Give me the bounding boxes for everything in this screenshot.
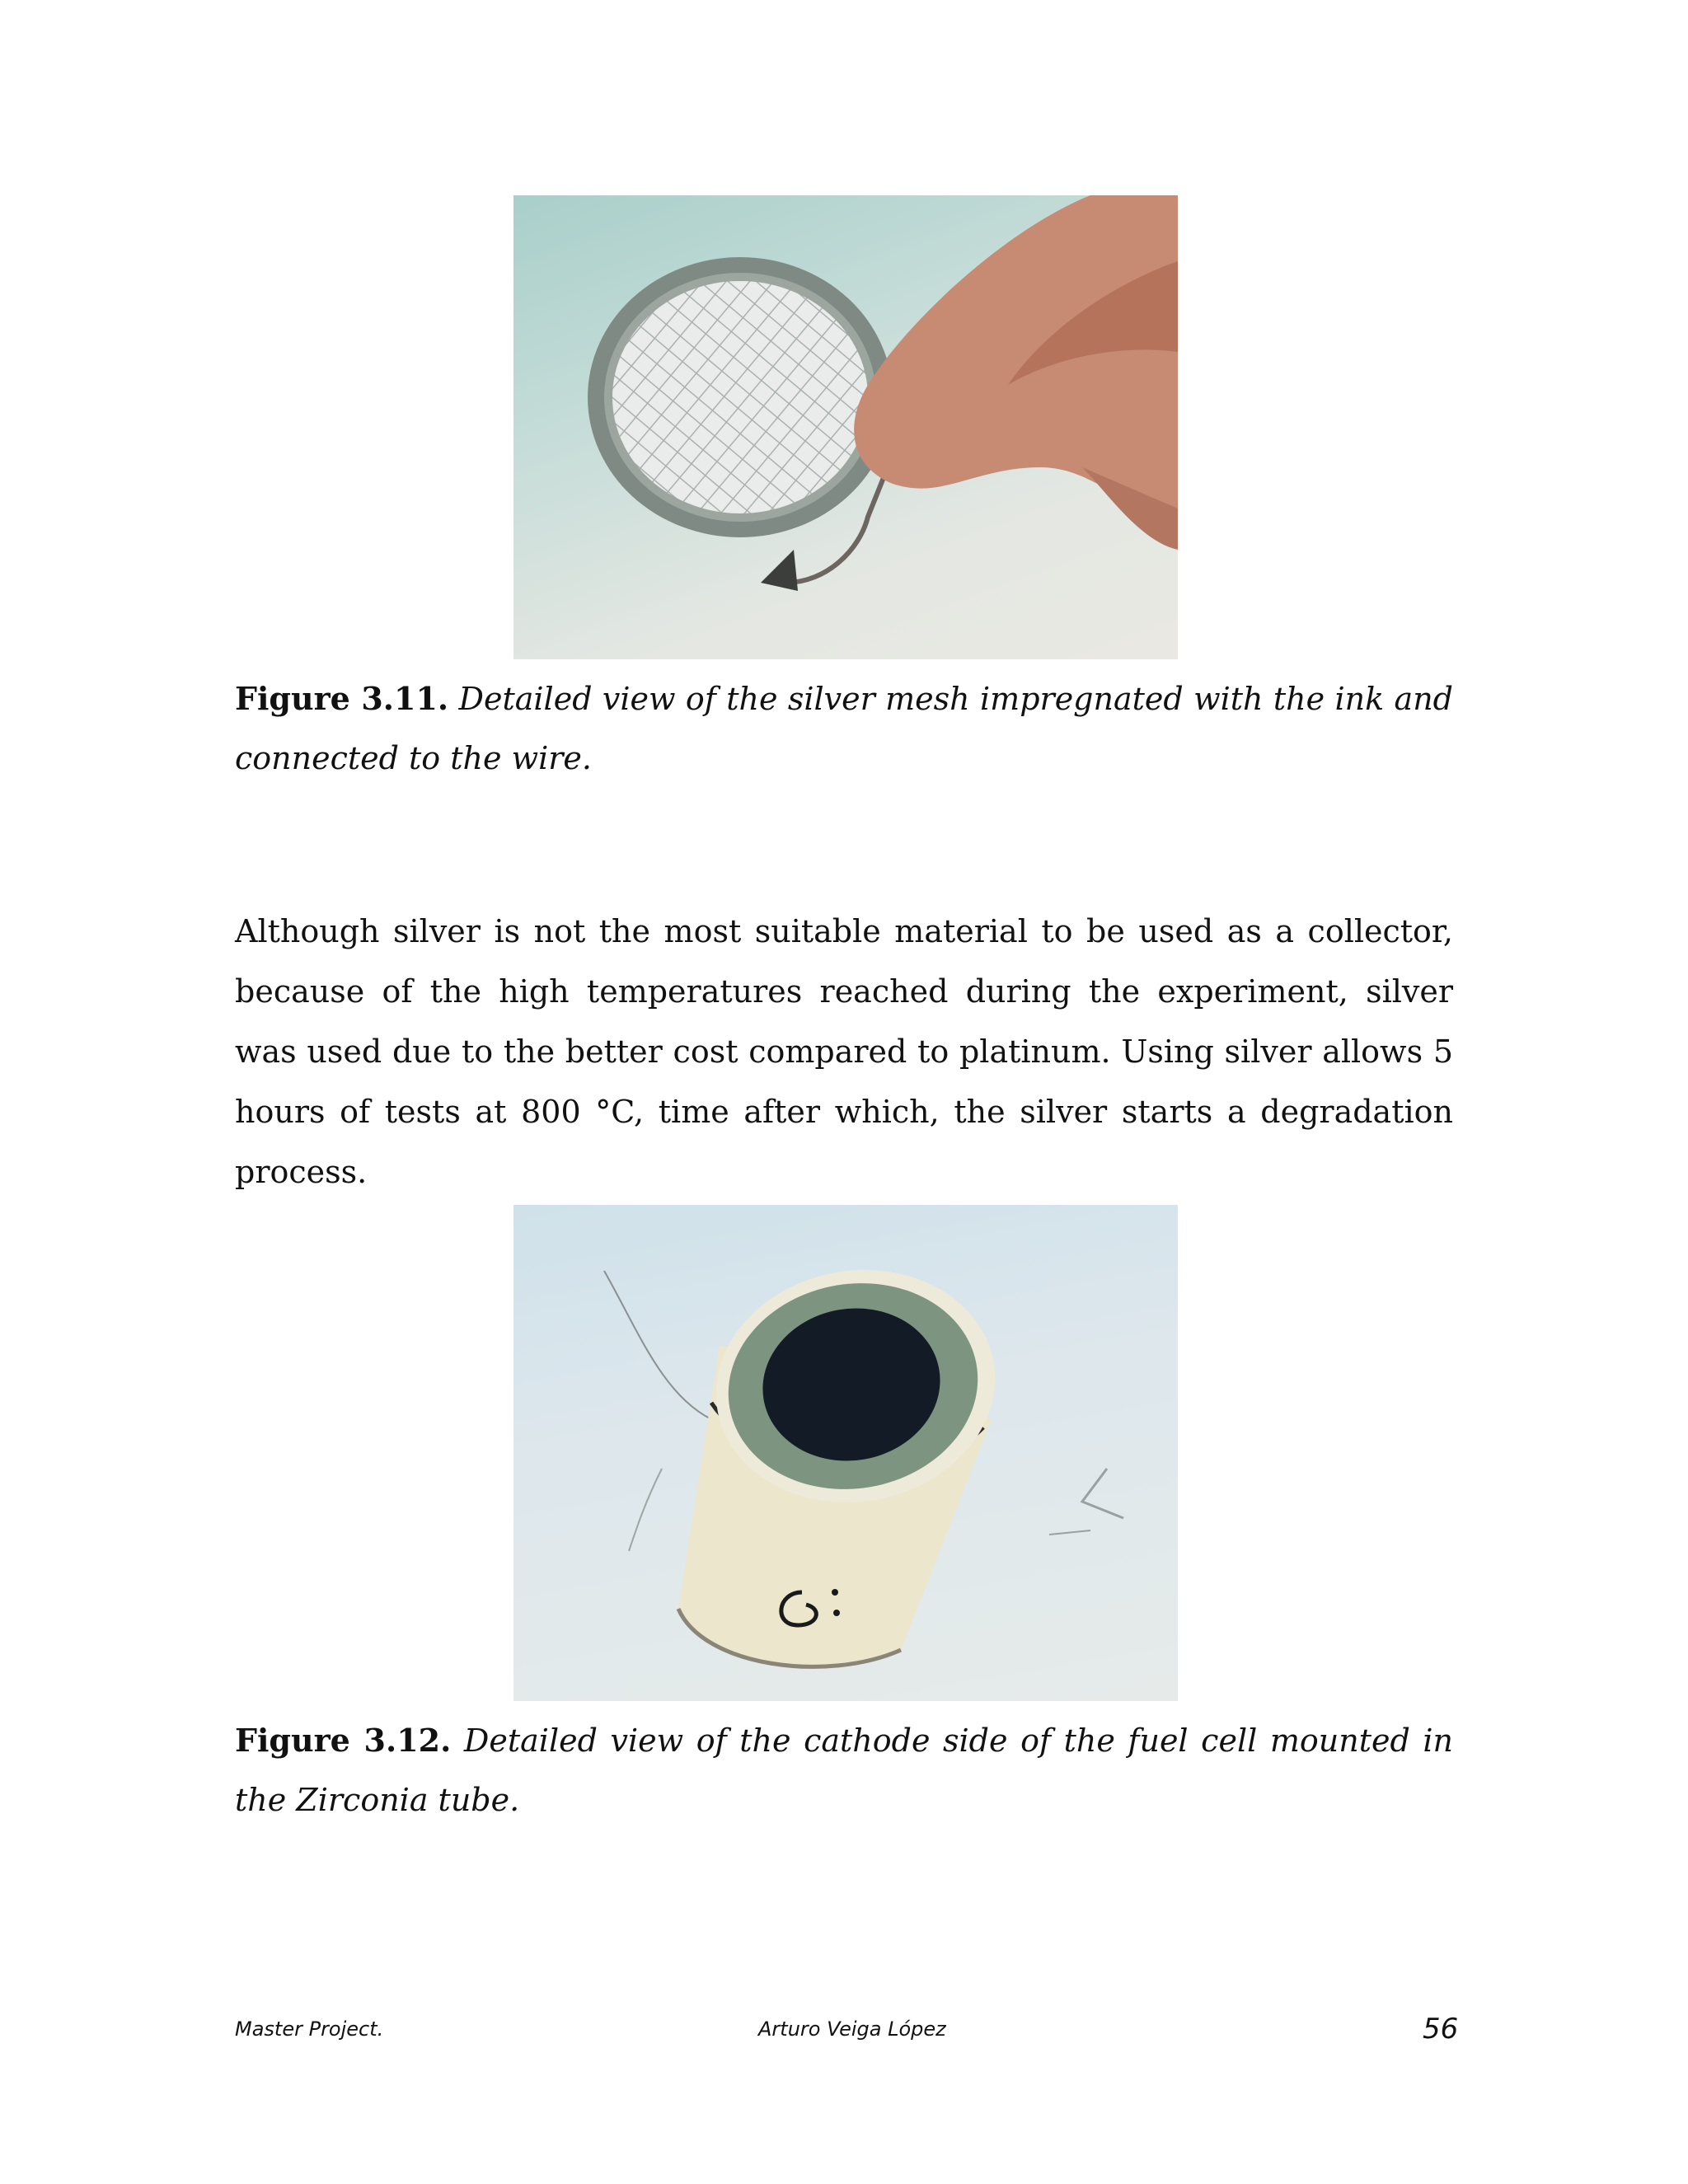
page-number: 56 <box>1423 2013 1459 2046</box>
figure-caption-text: Detailed view of the cathode side of the fuel cell mounted in the Zirconia tube. <box>235 1722 1453 1818</box>
figure-caption <box>235 1711 1453 1830</box>
footer-project: Master Project. <box>235 2018 384 2041</box>
figure-caption-text: Detailed view of the silver mesh impregnated with the ink and connected to the wire. <box>235 681 1453 776</box>
figure-caption <box>235 669 1453 788</box>
fuel-cell-photo <box>513 1205 1178 1701</box>
footer-author: Arturo Veiga López <box>758 2018 946 2041</box>
silver-mesh-photo <box>513 195 1178 659</box>
body-paragraph: Although silver is not the most suitable material to be used as a collector, because of the high temperatures reached during the experiment, silver was used due to the better cost compared to platinum. Using silver allows 5 hours of tests at 800 °C, time after which, the silver starts a degradation process. <box>235 913 1453 1190</box>
figure-label: Figure 3.11. <box>235 680 449 717</box>
figure-label: Figure 3.12. <box>235 1722 452 1759</box>
